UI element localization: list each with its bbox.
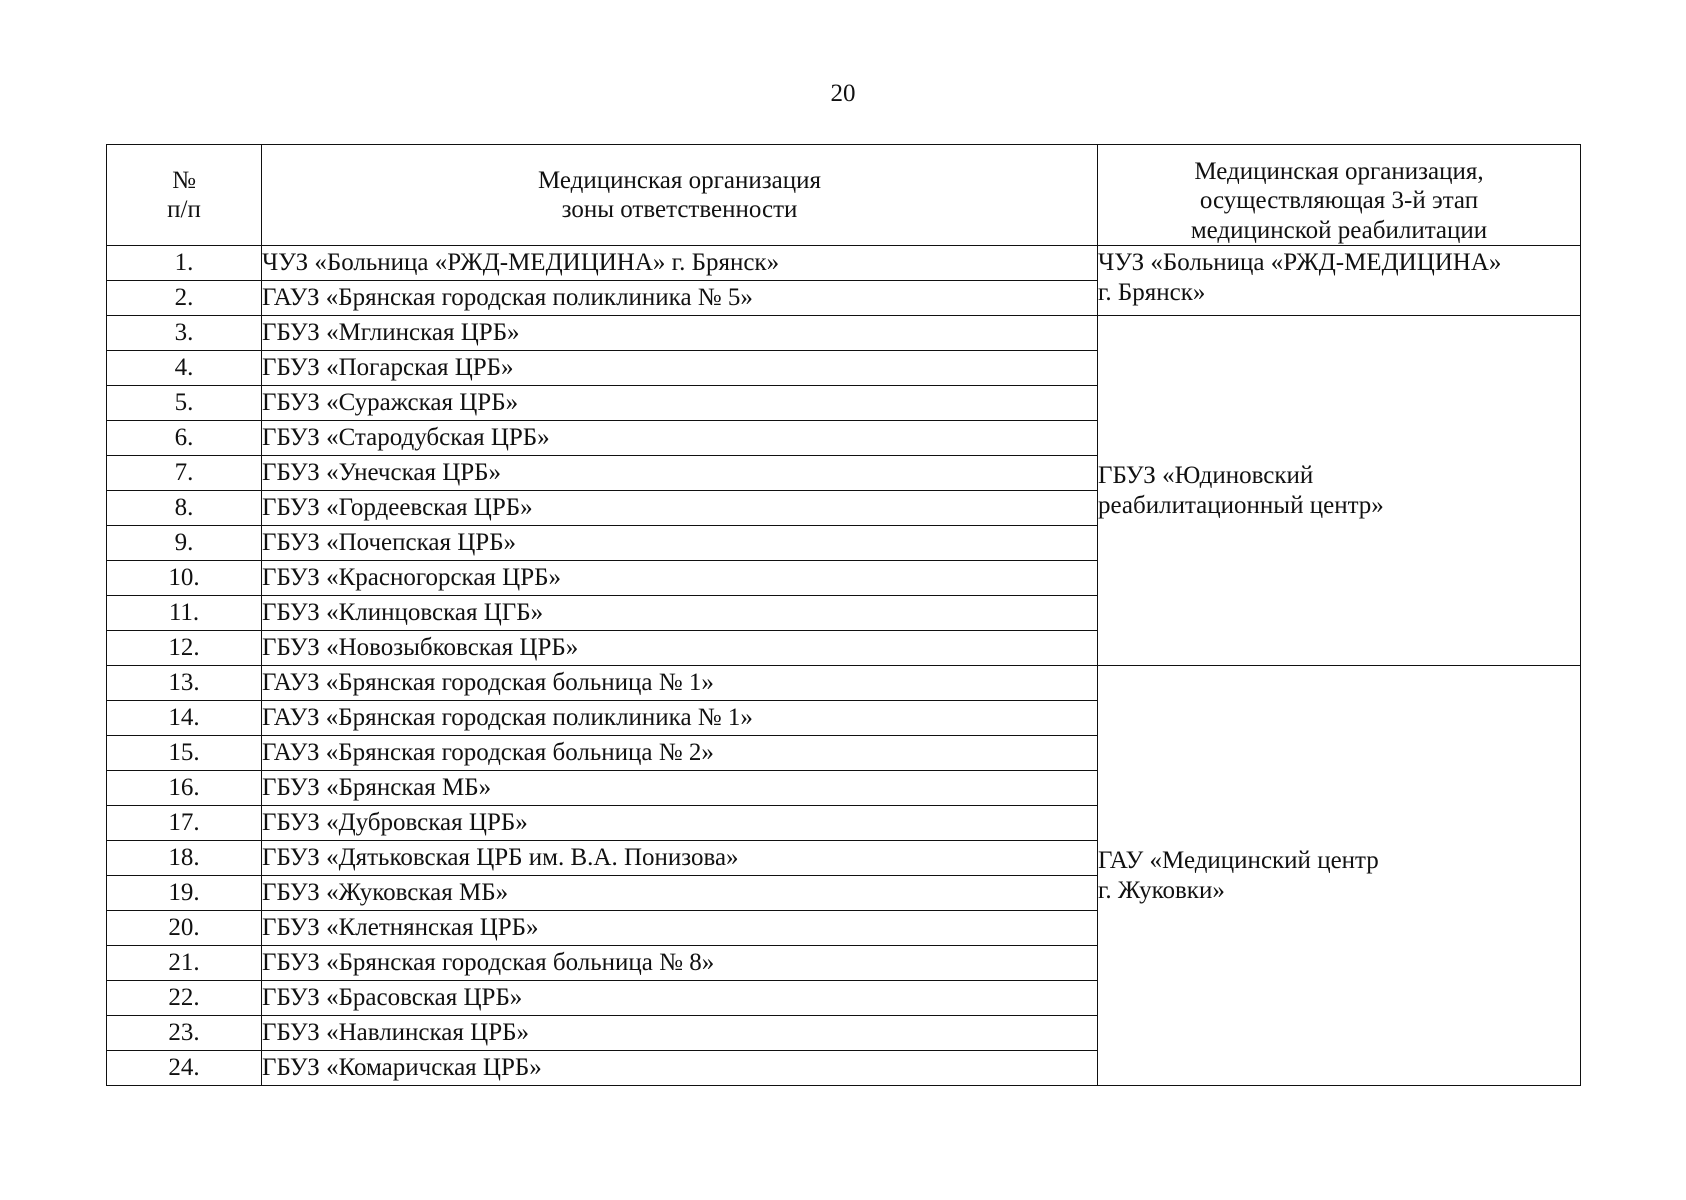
row-organization: ГБУЗ «Почепская ЦРБ» [262, 526, 1098, 561]
row-number: 18. [107, 841, 262, 876]
row-organization: ГБУЗ «Брянская МБ» [262, 771, 1098, 806]
row-organization: ГБУЗ «Навлинская ЦРБ» [262, 1016, 1098, 1051]
row-number: 10. [107, 561, 262, 596]
row-number: 11. [107, 596, 262, 631]
row-number: 9. [107, 526, 262, 561]
row-number: 12. [107, 631, 262, 666]
rehabilitation-table [106, 144, 1581, 1086]
table-header-row [107, 145, 1581, 246]
page-number: 20 [830, 80, 856, 107]
header-number: № п/п [107, 145, 262, 246]
row-number: 14. [107, 701, 262, 736]
table-row [107, 316, 1581, 351]
row-organization: ГБУЗ «Гордеевская ЦРБ» [262, 491, 1098, 526]
row-number: 19. [107, 876, 262, 911]
row-organization: ГБУЗ «Погарская ЦРБ» [262, 351, 1098, 386]
row-number: 3. [107, 316, 262, 351]
row-organization: ГБУЗ «Клинцовская ЦГБ» [262, 596, 1098, 631]
row-number: 13. [107, 666, 262, 701]
row-organization: ЧУЗ «Больница «РЖД-МЕДИЦИНА» г. Брянск» [262, 246, 1098, 281]
row-organization: ГАУЗ «Брянская городская больница № 1» [262, 666, 1098, 701]
row-organization: ГБУЗ «Клетнянская ЦРБ» [262, 911, 1098, 946]
row-number: 21. [107, 946, 262, 981]
row-organization: ГБУЗ «Стародубская ЦРБ» [262, 421, 1098, 456]
row-organization: ГБУЗ «Брянская городская больница № 8» [262, 946, 1098, 981]
row-organization: ГБУЗ «Дубровская ЦРБ» [262, 806, 1098, 841]
table-row [107, 246, 1581, 281]
row-number: 4. [107, 351, 262, 386]
row-number: 6. [107, 421, 262, 456]
row-organization: ГАУЗ «Брянская городская поликлиника № 5» [262, 281, 1098, 316]
row-number: 24. [107, 1051, 262, 1086]
row-organization: ГАУЗ «Брянская городская поликлиника № 1» [262, 701, 1098, 736]
row-organization: ГБУЗ «Суражская ЦРБ» [262, 386, 1098, 421]
row-organization: ГБУЗ «Жуковская МБ» [262, 876, 1098, 911]
row-number: 8. [107, 491, 262, 526]
rehab-group-1: ЧУЗ «Больница «РЖД-МЕДИЦИНА» г. Брянск» [1098, 246, 1581, 316]
rehab-group-3: ГАУ «Медицинский центр г. Жуковки» [1098, 666, 1581, 1086]
header-rehabilitation-organization: Медицинская организация, осуществляющая 3-й этап медицинской реабилитации [1098, 145, 1581, 246]
row-organization: ГБУЗ «Комаричская ЦРБ» [262, 1051, 1098, 1086]
row-number: 17. [107, 806, 262, 841]
row-number: 15. [107, 736, 262, 771]
row-organization: ГБУЗ «Дятьковская ЦРБ им. В.А. Понизова» [262, 841, 1098, 876]
row-number: 1. [107, 246, 262, 281]
row-organization: ГБУЗ «Мглинская ЦРБ» [262, 316, 1098, 351]
row-number: 20. [107, 911, 262, 946]
table-row [107, 666, 1581, 701]
row-organization: ГАУЗ «Брянская городская больница № 2» [262, 736, 1098, 771]
row-number: 2. [107, 281, 262, 316]
row-number: 7. [107, 456, 262, 491]
row-organization: ГБУЗ «Красногорская ЦРБ» [262, 561, 1098, 596]
rehab-group-2: ГБУЗ «Юдиновский реабилитационный центр» [1098, 316, 1581, 666]
row-number: 5. [107, 386, 262, 421]
row-number: 22. [107, 981, 262, 1016]
row-organization: ГБУЗ «Брасовская ЦРБ» [262, 981, 1098, 1016]
row-number: 16. [107, 771, 262, 806]
row-number: 23. [107, 1016, 262, 1051]
header-organization: Медицинская организация зоны ответственности [262, 145, 1098, 246]
row-organization: ГБУЗ «Унечская ЦРБ» [262, 456, 1098, 491]
row-organization: ГБУЗ «Новозыбковская ЦРБ» [262, 631, 1098, 666]
